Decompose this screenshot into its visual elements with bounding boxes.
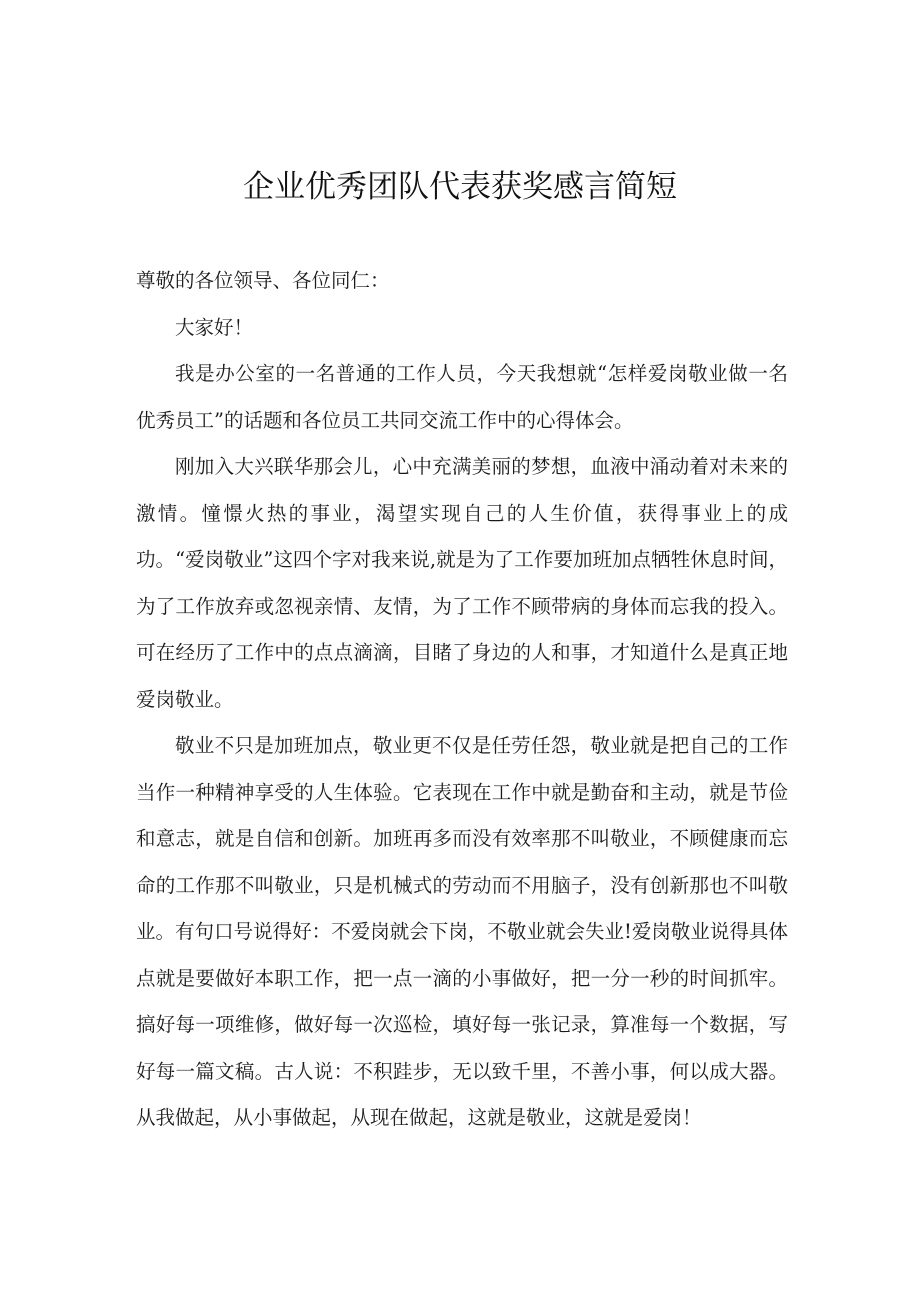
- salutation: 尊敬的各位领导、各位同仁：: [136, 269, 390, 292]
- paragraph-intro: 我是办公室的一名普通的工作人员，今天我想就“怎样爱岗敬业做一名优秀员工”的话题和各位员工共同交流工作中的心得体会。: [136, 362, 788, 432]
- document-body: [136, 258, 788, 1142]
- greeting: 大家好！: [175, 315, 254, 339]
- paragraph-experience: 刚加入大兴联华那会儿，心中充满美丽的梦想，血液中涌动着对未来的激情。憧憬火热的事业，渴望实现自己的人生价值，获得事业上的成功。“爱岗敬业”这四个字对我来说,就是为了工作要加班加点牺牲休息时间，为了工作放弃或忽视亲情、友情，为了工作不顾带病的身体而忘我的投入。可在经历了工作中的点点滴滴，目睹了身边的人和事，才知道什么是真正地爱岗敬业。: [136, 455, 788, 711]
- paragraph-dedication: 敬业不只是加班加点，敬业更不仅是任劳任怨，敬业就是把自己的工作当作一种精神享受的人生体验。它表现在工作中就是勤奋和主动，就是节俭和意志，就是自信和创新。加班再多而没有效率那不叫敬业，不顾健康而忘命的工作那不叫敬业，只是机械式的劳动而不用脑子，没有创新那也不叫敬业。有句口号说得好：不爱岗就会下岗，不敬业就会失业!爱岗敬业说得具体点就是要做好本职工作，把一点一滴的小事做好，把一分一秒的时间抓牢。搞好每一项维修，做好每一次巡检，填好每一张记录，算准每一个数据，写好每一篇文稿。古人说：不积跬步，无以致千里，不善小事，何以成大器。从我做起，从小事做起，从现在做起，这就是敬业，这就是爱岗！: [136, 734, 788, 1129]
- document-title: 企业优秀团队代表获奖感言简短: [243, 169, 677, 205]
